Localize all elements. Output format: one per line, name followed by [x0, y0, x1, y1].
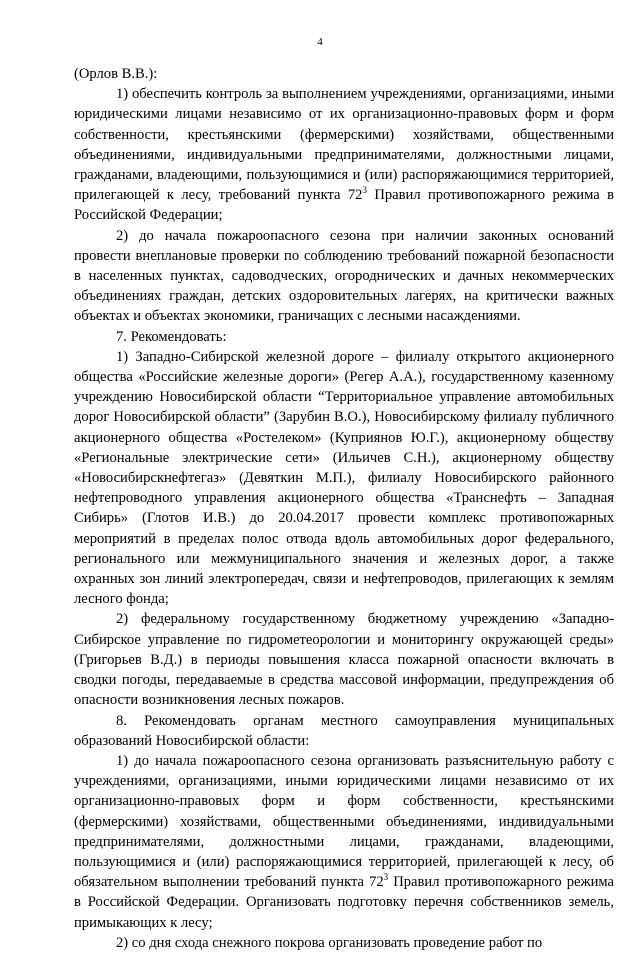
- paragraph: 2) со дня схода снежного покрова организовать проведение работ по: [116, 934, 543, 951]
- superscript: 3: [383, 872, 389, 883]
- paragraph: 8. Рекомендовать органам местного самоуправления муниципальных образований Новосибирской области:: [74, 712, 614, 749]
- paragraph: 2) федеральному государственному бюджетному учреждению «Западно-Сибирское управление по гидрометеорологии и мониторингу окружающей среды» (Григорьев В.Д.) в периоды повышения класса пожарной опасности включать в сводки погоды, передаваемые в средства массовой информации, предупреждения об опасности возникновения лесных пожаров.: [74, 611, 614, 709]
- superscript: 3: [362, 185, 367, 196]
- page-number: 4: [317, 36, 323, 48]
- document-body: [74, 64, 614, 953]
- paragraph: 1) до начала пожароопасного сезона организовать разъяснительную работу с учреждениями, организациями, иными юридическими лицами независимо от их организационно-правовых форм и форм собственности, крестьянскими (фермерскими) хозяйствами, общественными объединениями, индивидуальными предпринимателями, должностными лицами, гражданами, владеющими, пользующимися и (или) распоряжающимися территорией, прилегающей к лесу, об обязательном выполнении требований пункта $72^3$ Правил противопожарного режима в Российской Федерации. Организовать подготовку перечня собственников земель, примыкающих к лесу;: [74, 752, 614, 931]
- paragraph: 1) обеспечить контроль за выполнением учреждениями, организациями, иными юридическими лицами независимо от их организационно-правовых форм и форм собственности, крестьянскими (фермерскими) хозяйствами, общественными объединениями, индивидуальными предпринимателями, должностными лицами, гражданами, владеющими, пользующимися и (или) распоряжающимися территорией, прилегающей к лесу, требований пункта $72^3$ Правил противопожарного режима в Российской Федерации;: [74, 86, 614, 224]
- paragraph: 7. Рекомендовать:: [116, 328, 227, 345]
- paragraph: (Орлов В.В.):: [74, 66, 158, 82]
- paragraph: 2) до начала пожароопасного сезона при наличии законных оснований провести внеплановые проверки по соблюдению требований пожарной безопасности в населенных пунктах, садоводческих, огороднических и дачных некоммерческих объединениях граждан, детских оздоровительных лагерях, на критически важных объектах и объектах экономики, граничащих с лесными насаждениями.: [74, 227, 614, 325]
- paragraph: 1) Западно-Сибирской железной дороге – филиалу открытого акционерного общества «Российские железные дороги» (Регер А.А.), государственному казенному учреждению Новосибирской области “Территориальное управление автомобильных дорог Новосибирской области” (Зарубин В.О.), Новосибирскому филиалу публичного акционерного общества «Ростелеком» (Куприянов Ю.Г.), акционерному обществу «Региональные электрические сети» (Ильичев С.Н.), акционерному обществу «Новосибирскнефтегаз» (Девяткин М.П.), филиалу Новосибирского районного нефтепроводного управления акционерного общества «Транснефть – Западная Сибирь» (Глотов И.В.) до 20.04.2017 провести комплекс противопожарных мероприятий в пределах полос отвода вдоль автомобильных дорог федерального, регионального или межмуниципального значения и железных дорог, а также охранных зон линий электропередач, связи и нефтепроводов, прилегающих к землям лесного фонда;: [74, 348, 614, 608]
